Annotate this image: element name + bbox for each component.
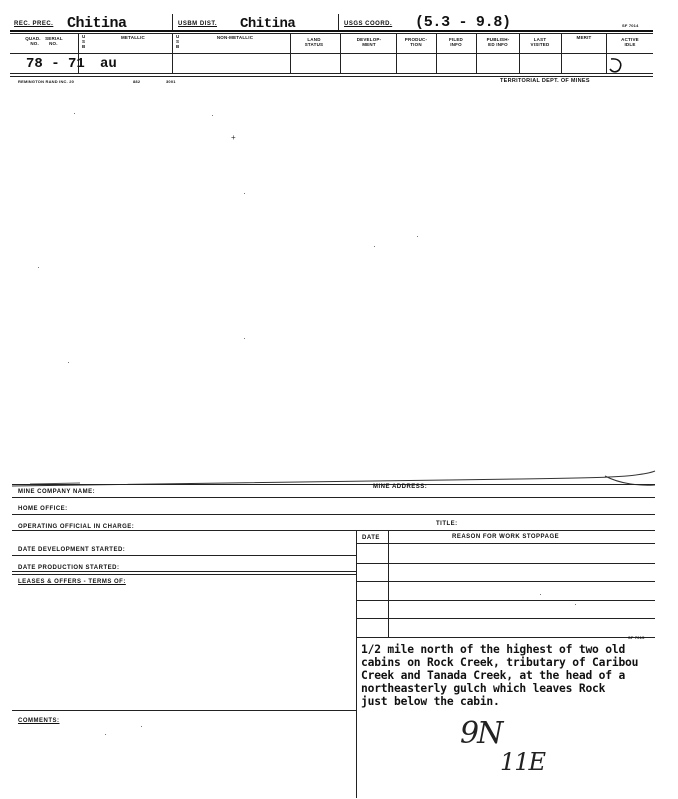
- usgs-coord-label: USGS COORD.: [344, 21, 393, 27]
- card-edge: [0, 462, 678, 492]
- active-idle-mark-icon: [606, 55, 626, 75]
- col-quad-serial: QUAD. SERIAL NO. NO.: [25, 36, 63, 46]
- usgs-coord-value: (5.3 - 9.8): [415, 14, 511, 31]
- col-filed-info: FILED INFO: [449, 37, 463, 47]
- location-note: 1/2 mile north of the highest of two old cabins on Rock Creek, tributary of Caribou Creek and Tanada Creek, at the head of a northeasterly gulch which leaves Rock just below the cabin.: [361, 643, 639, 708]
- title-label: TITLE:: [436, 521, 458, 527]
- usbm-dist-value: Chitina: [240, 16, 296, 32]
- handwritten-township: 9N: [460, 716, 502, 751]
- top-footer-mid2: 3001: [166, 79, 176, 84]
- speck-mark: +: [231, 133, 236, 142]
- bottom-form-number: SF 7015: [628, 635, 645, 640]
- leases-offers-label: LEASES & OFFERS - TERMS OF:: [18, 579, 126, 585]
- col-published-info: PUBLISH- ED INFO: [486, 37, 510, 47]
- metallic-value: au: [100, 56, 117, 72]
- date-production-label: DATE PRODUCTION STARTED:: [18, 565, 120, 571]
- col-nonmetallic: NON-METALLIC: [216, 35, 254, 40]
- rec-prec-label: REC. PREC.: [14, 21, 54, 27]
- quad-serial-value: 78 - 71: [26, 56, 85, 72]
- col-development: DEVELOP- MENT: [356, 37, 382, 47]
- col-metallic: METALLIC: [120, 35, 145, 40]
- col-usbm-metallic-prefix: U S B: [82, 34, 86, 49]
- operating-official-label: OPERATING OFFICIAL IN CHARGE:: [18, 524, 135, 530]
- col-land-status: LAND STATUS: [304, 37, 324, 47]
- top-footer-left: REMINGTON RAND INC. 20: [18, 79, 75, 84]
- col-production: PRODUC- TION: [404, 37, 428, 47]
- col-usbm-nonmetallic-prefix: U S B: [176, 34, 180, 49]
- col-last-visited: LAST VISITED: [530, 37, 550, 47]
- handwritten-range: 11E: [500, 748, 546, 776]
- home-office-label: HOME OFFICE:: [18, 506, 68, 512]
- col-merit: MERIT: [576, 35, 592, 40]
- mine-company-label: MINE COMPANY NAME:: [18, 489, 96, 495]
- date-column-label: DATE: [362, 535, 380, 541]
- reason-column-label: REASON FOR WORK STOPPAGE: [452, 534, 560, 540]
- col-active-idle: ACTIVE IDLE: [621, 37, 639, 47]
- usbm-dist-label: USBM DIST.: [178, 21, 218, 27]
- comments-label: COMMENTS:: [18, 718, 60, 724]
- top-footer-mid1: 882: [133, 79, 141, 84]
- date-development-label: DATE DEVELOPMENT STARTED:: [18, 547, 126, 553]
- mine-address-label: MINE ADDRESS:: [373, 484, 428, 490]
- top-form-number: SF 7014: [622, 23, 639, 28]
- rec-prec-value: Chitina: [67, 15, 127, 32]
- top-footer-right: TERRITORIAL DEPT. OF MINES: [500, 78, 590, 84]
